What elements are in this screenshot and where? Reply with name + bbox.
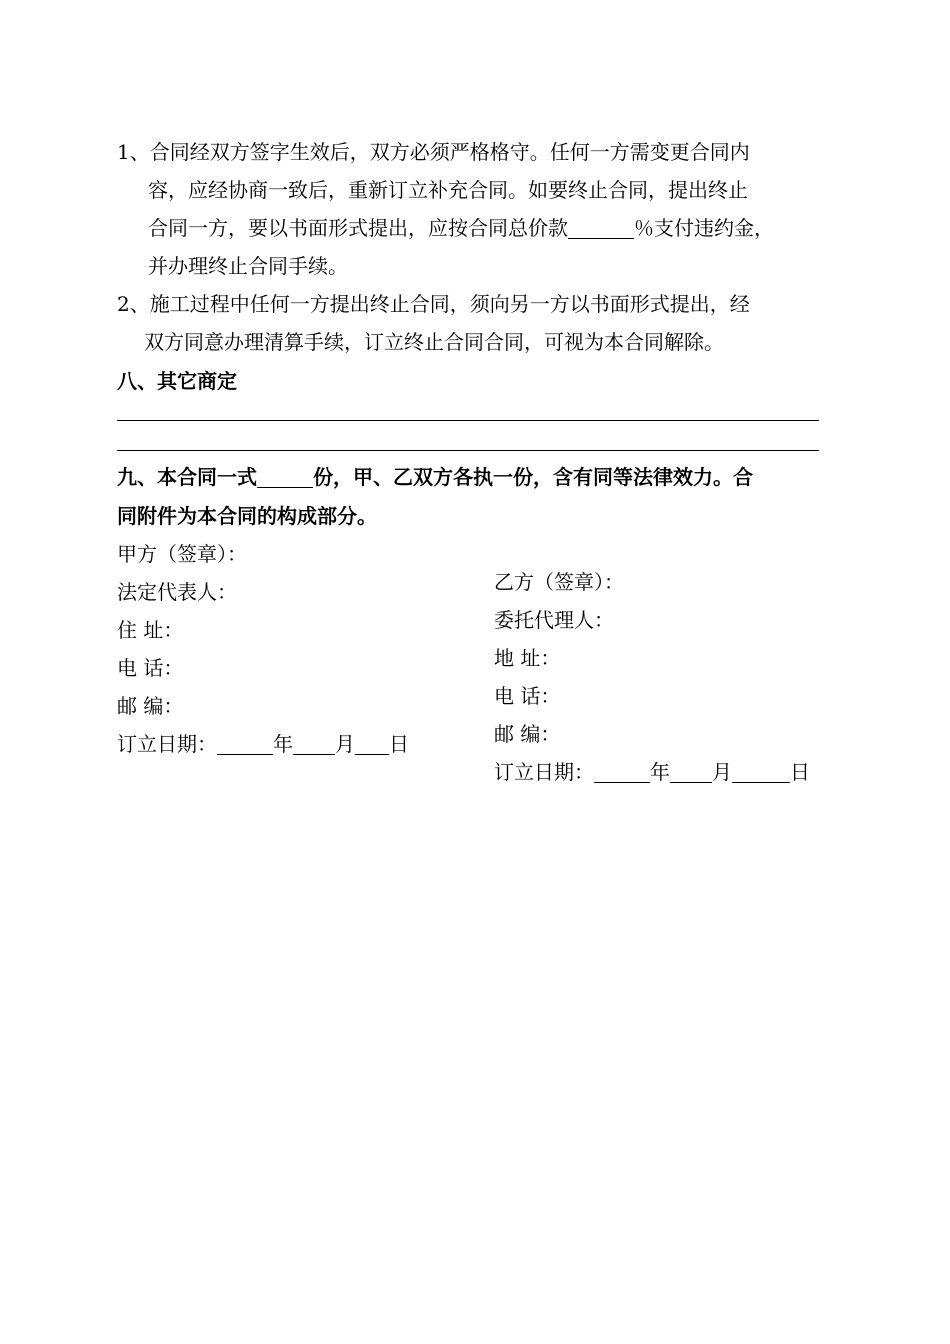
party-b-postcode: 邮 编： — [494, 722, 561, 746]
party-b-date — [494, 759, 810, 785]
penalty-percent-blank[interactable] — [568, 218, 634, 239]
party-b-address: 地 址： — [494, 646, 561, 670]
party-b-day-blank[interactable] — [732, 762, 790, 783]
clause-1-line-3-tail: ％支付违约金， — [634, 216, 774, 240]
party-a-day-blank[interactable] — [355, 734, 389, 755]
section-9-text: 九、本合同一式 — [117, 465, 257, 489]
party-b-phone: 电 话： — [494, 684, 561, 708]
party-a-postcode: 邮 编： — [117, 694, 184, 718]
clause-1-line-3-text: 合同一方，要以书面形式提出，应按合同总价款 — [148, 216, 568, 240]
party-a-address: 住 址： — [117, 618, 184, 642]
party-b-date-label: 订立日期： — [494, 760, 594, 784]
party-b-seal: 乙方（签章）： — [494, 570, 624, 594]
clause-1-line-1: 1、合同经双方签字生效后，双方必须严格格守。任何一方需变更合同内 — [117, 140, 750, 164]
clause-1-line-3 — [148, 215, 774, 241]
party-a-date-label: 订立日期： — [117, 732, 217, 756]
party-b-month-blank[interactable] — [670, 762, 712, 783]
party-a-representative: 法定代表人： — [117, 580, 237, 604]
section-8-heading: 八、其它商定 — [117, 369, 237, 393]
party-a-year-label: 年 — [273, 732, 293, 756]
section-9-line-1 — [117, 464, 753, 490]
party-b-year-blank[interactable] — [594, 762, 650, 783]
clause-1-line-2: 容，应经协商一致后，重新订立补充合同。如要终止合同，提出终止 — [148, 178, 748, 202]
party-b-day-label: 日 — [790, 760, 810, 784]
party-a-phone: 电 话： — [117, 656, 184, 680]
clause-2-line-1: 2、施工过程中任何一方提出终止合同，须向另一方以书面形式提出，经 — [117, 292, 750, 316]
party-a-month-blank[interactable] — [293, 734, 335, 755]
party-a-day-label: 日 — [389, 732, 409, 756]
party-a-month-label: 月 — [335, 732, 355, 756]
other-terms-line-2[interactable] — [117, 450, 819, 451]
party-b-agent: 委托代理人： — [494, 608, 614, 632]
clause-2-line-2: 双方同意办理清算手续，订立终止合同合同，可视为本合同解除。 — [144, 330, 724, 354]
party-a-seal: 甲方（签章）： — [117, 542, 247, 566]
section-9-tail: 份，甲、乙双方各执一份，含有同等法律效力。合 — [313, 465, 753, 489]
party-a-date — [117, 731, 409, 757]
section-9-line-2: 同附件为本合同的构成部分。 — [117, 504, 377, 528]
copies-count-blank[interactable] — [257, 467, 313, 488]
other-terms-line-1[interactable] — [117, 420, 819, 421]
clause-1-line-4: 并办理终止合同手续。 — [148, 254, 348, 278]
party-b-year-label: 年 — [650, 760, 670, 784]
party-a-year-blank[interactable] — [217, 734, 273, 755]
party-b-month-label: 月 — [712, 760, 732, 784]
